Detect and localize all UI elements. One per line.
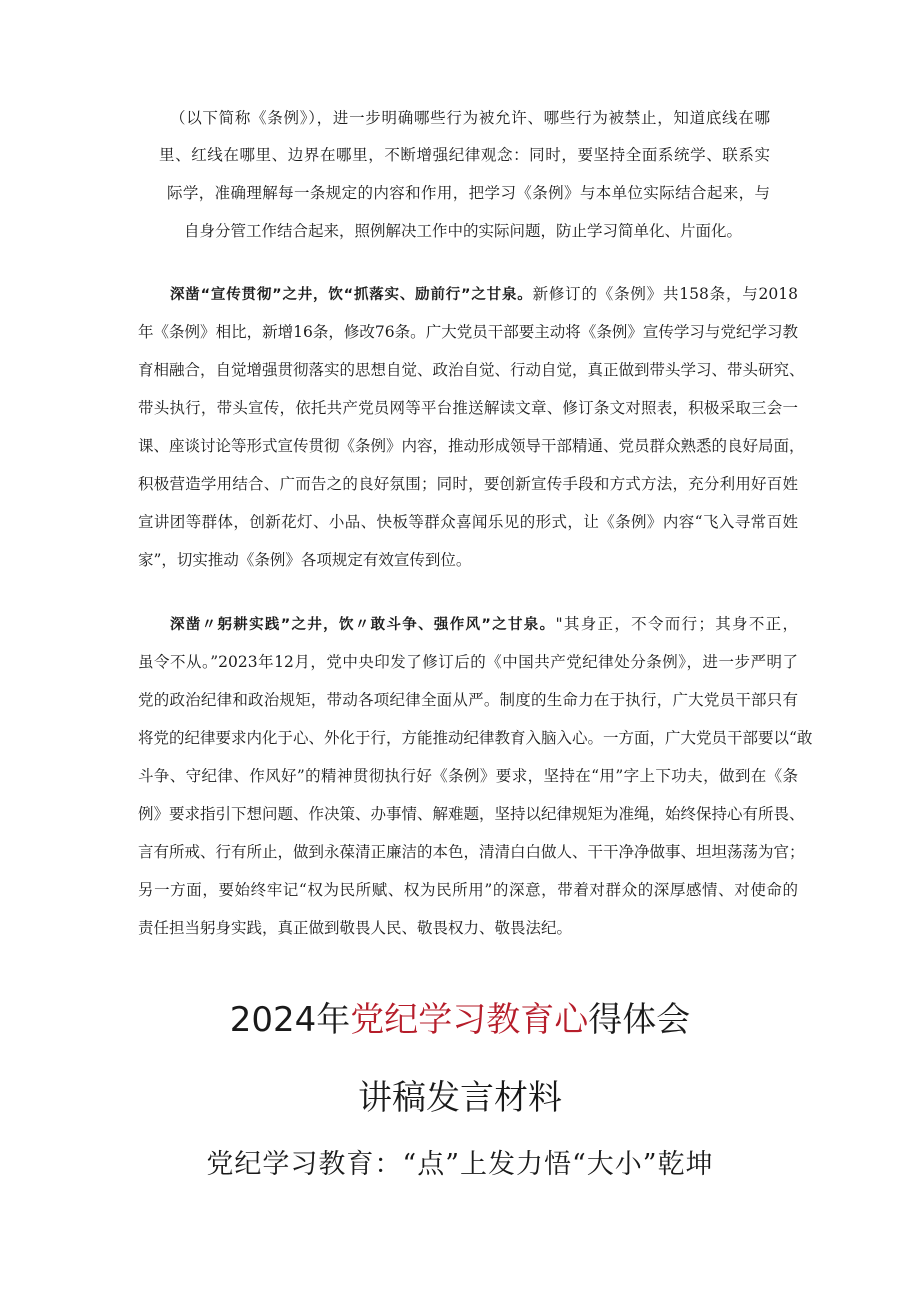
document-title-line-2: 讲稿发言材料 (358, 1078, 562, 1118)
practice-line-7: 另一方面，要始终牢记“权为民所赋、权为民所用”的深意，带着对群众的深厚感情、对使命的 (138, 881, 798, 899)
publicity-line-3: 带头执行，带头宣传，依托共产党员网等平台推送解读文章、修订条文对照表，积极采取三会一 (138, 399, 798, 417)
publicity-line-1: 年《条例》相比，新增16条，修改76条。广大党员干部要主动将《条例》宣传学习与党纪学习教 (138, 323, 798, 341)
intro-line-3: 际学，准确理解每一条规定的内容和作用，把学习《条例》与本单位实际结合起来，与 (167, 184, 770, 202)
practice-line-4: 斗争、守纪律、作风好”的精神贯彻执行好《条例》要求，坚持在“用”字上下功夫，做到在《条 (138, 767, 798, 785)
publicity-line-2: 育相融合，自觉增强贯彻落实的思想自觉、政治自觉、行动自觉，真正做到带头学习、带头研究、 (138, 361, 805, 379)
practice-line-1: 虽令不从。”2023年12月，党中央印发了修订后的《中国共产党纪律处分条例》，进一步严明了 (138, 653, 798, 671)
practice-first-line-rest: "其身正，不令而行；其身不正， (555, 615, 798, 633)
publicity-line-6: 宣讲团等群体，创新花灯、小品、快板等群众喜闻乐见的形式，让《条例》内容“飞入寻常百姓 (138, 513, 798, 531)
publicity-line-7: 家”，切实推动《条例》各项规定有效宣传到位。 (138, 551, 472, 569)
practice-line-8: 责任担当躬身实践，真正做到敬畏人民、敬畏权力、敬畏法纪。 (138, 919, 573, 937)
practice-first-line (170, 614, 798, 635)
publicity-line-4: 课、座谈讨论等形式宣传贯彻《条例》内容，推动形成领导干部精通、党员群众熟悉的良好局面， (138, 437, 805, 455)
title-highlight: 党纪学习教育心 (350, 1000, 589, 1040)
publicity-first-line-rest: 新修订的《条例》共158条，与2018 (532, 285, 798, 303)
intro-line-2: 里、红线在哪里、边界在哪里，不断增强纪律观念：同时，要坚持全面系统学、联系实 (159, 146, 770, 164)
intro-line-1: （以下简称《条例》），进一步明确哪些行为被允许、哪些行为被禁止，知道底线在哪 (170, 109, 770, 127)
intro-line-4: 自身分管工作结合起来，照例解决工作中的实际问题，防止学习简单化、片面化。 (184, 222, 743, 240)
title-suffix: 得体会 (588, 1000, 691, 1040)
practice-line-5: 例》要求指引下想问题、作决策、办事情、解难题，坚持以纪律规矩为准绳，始终保持心有所畏、 (138, 805, 805, 823)
publicity-heading: 深凿“宣传贯彻”之井，饮“抓落实、励前行”之甘泉。 (170, 287, 533, 303)
document-subtitle: 党纪学习教育：“点”上发力悟“大小”乾坤 (206, 1149, 714, 1180)
practice-line-3: 将党的纪律要求内化于心、外化于行，方能推动纪律教育入脑入心。一方面，广大党员干部要以“敢 (138, 729, 813, 747)
title-year: 2024年 (229, 1000, 351, 1040)
document-title (0, 998, 920, 1042)
publicity-line-5: 积极营造学用结合、广而告之的良好氛围；同时，要创新宣传手段和方式方法，充分利用好百姓 (138, 475, 798, 493)
practice-line-6: 言有所戒、行有所止，做到永葆清正廉洁的本色，清清白白做人、干干净净做事、坦坦荡荡为官； (138, 843, 805, 861)
practice-line-2: 党的政治纪律和政治规矩，带动各项纪律全面从严。制度的生命力在于执行，广大党员干部只有 (138, 691, 798, 709)
practice-heading: 深凿〃躬耕实践”之井，饮〃敢斗争、强作风”之甘泉。 (170, 617, 556, 633)
publicity-first-line (170, 284, 798, 305)
